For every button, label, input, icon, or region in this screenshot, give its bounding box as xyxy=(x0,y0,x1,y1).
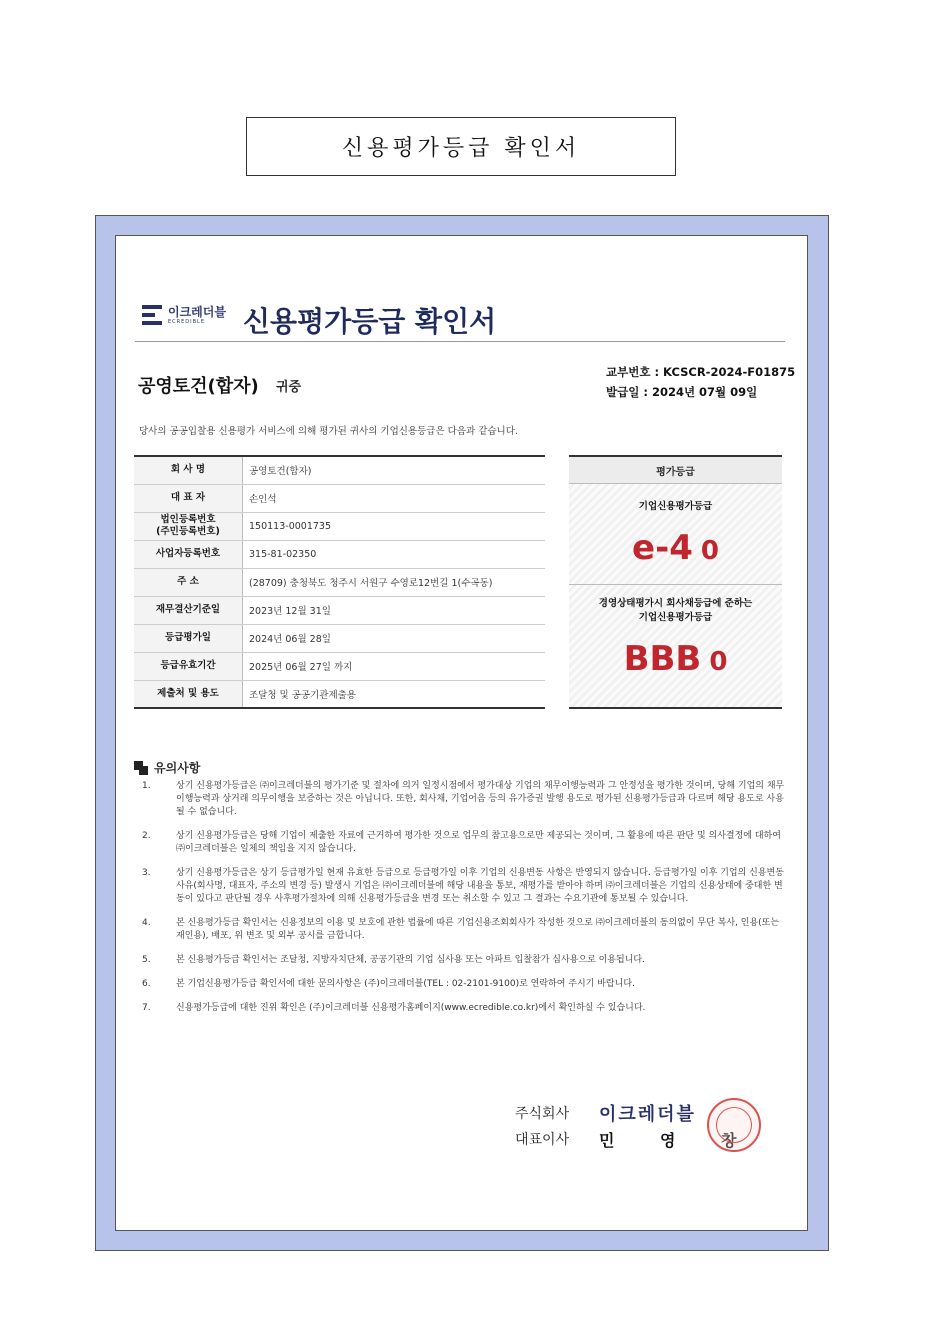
notice-title: 유의사항 xyxy=(154,761,201,775)
row-label: 재무결산기준일 xyxy=(134,596,243,624)
cash-grade-value: BBB xyxy=(623,639,702,679)
cash-grade xyxy=(569,639,782,679)
credit-grade-suffix: 0 xyxy=(700,536,719,566)
cash-grade-suffix: 0 xyxy=(709,647,728,677)
issue-number-value: KCSCR-2024-F01875 xyxy=(663,365,796,379)
list-item: 2. 상기 신용평가등급은 당해 기업이 제출한 자료에 근거하여 평가한 것으로 업무의 참고용으로만 제공되는 것이며, 그 활용에 따른 판단 및 의사결정에 대하여 ㈜이크레더블은 일체의 책임을 지지 않습니다. xyxy=(142,831,781,854)
notice-list xyxy=(140,780,785,1026)
row-value: 150113-0001735 xyxy=(243,512,546,540)
table-row xyxy=(134,540,545,568)
heading-divider xyxy=(135,341,785,342)
grade-panel-header: 평가등급 xyxy=(569,457,782,484)
row-label: 등급유효기간 xyxy=(134,652,243,680)
issue-info: 교부번호 : KCSCR-2024-F01875 발급일 : 2024년 07월 09일 xyxy=(606,365,796,399)
list-item: 4. 본 신용평가등급 확인서는 신용정보의 이용 및 보호에 관한 법률에 따른 기업신용조회회사가 작성한 것으로 ㈜이크레더블의 동의없이 무단 복사, 인용(또는 재인용), 배포, 위 변조 및 외부 공시를 금합니다. xyxy=(142,918,780,941)
row-value: 315-81-02350 xyxy=(243,540,546,568)
row-value: 공영토건(합자) xyxy=(243,456,546,484)
row-label: 주 소 xyxy=(134,568,243,596)
grade-divider xyxy=(569,584,782,585)
table-row xyxy=(134,568,545,596)
company-info-table xyxy=(134,455,545,709)
issue-number-label: 교부번호 xyxy=(606,365,651,379)
credit-grade-label: 기업신용평가등급 xyxy=(638,501,713,512)
cash-grade-label-line1: 경영상태평가시 회사채등급에 준하는 xyxy=(598,598,753,609)
ceo-role: 대표이사 xyxy=(515,1132,570,1148)
table-row xyxy=(134,512,545,540)
list-item: 5. 본 신용평가등급 확인서는 조달청, 지방자치단체, 공공기관의 기업 심사용 또는 아파트 입찰참가 심사용으로 이용됩니다. xyxy=(142,955,645,965)
logo-text-korean: 이크레더블 xyxy=(168,304,226,319)
cash-grade-label-line2: 기업신용평가등급 xyxy=(638,612,713,623)
intro-text: 당사의 공공입찰용 신용평가 서비스에 의해 평가된 귀사의 기업신용등급은 다음과 같습니다. xyxy=(139,426,518,437)
list-item: 6. 본 기업신용평가등급 확인서에 대한 문의사항은 (주)이크레더블(TEL : 02-2101-9100)로 연락하여 주시기 바랍니다. xyxy=(142,979,635,989)
ecredible-logo xyxy=(142,305,226,325)
credit-grade xyxy=(569,528,782,584)
row-label: 법인등록번호 (주민등록번호) xyxy=(134,512,243,540)
table-row xyxy=(134,652,545,680)
company-seal-icon xyxy=(707,1098,761,1152)
company-name: 이크레더블 xyxy=(599,1104,696,1125)
document-title-box xyxy=(246,117,676,176)
table-row xyxy=(134,624,545,652)
row-value: (28709) 충청북도 청주시 서원구 수영로12번길 1(수곡동) xyxy=(243,568,546,596)
recipient-name: 공영토건(합자) xyxy=(138,376,259,397)
notice-heading xyxy=(134,759,200,776)
company-role: 주식회사 xyxy=(515,1106,570,1122)
row-value: 2023년 12월 31일 xyxy=(243,596,546,624)
row-value: 2024년 06월 28일 xyxy=(243,624,546,652)
document-title: 신용평가등급 확인서 xyxy=(341,136,581,161)
ceo-name: 민 영 창 xyxy=(599,1130,757,1150)
table-row xyxy=(134,680,545,708)
row-value: 조달청 및 공공기관제출용 xyxy=(243,680,546,708)
logo-text-english: ECREDIBLE xyxy=(168,318,205,325)
row-value: 2025년 06월 27일 까지 xyxy=(243,652,546,680)
list-item: 3. 상기 신용평가등급은 상기 등급평가일 현재 유효한 등급으로 등급평가일 이후 기업의 신용변동 사항은 반영되지 않습니다. 등급평가일 이후 기업의 신용변동 사유(회사명, 대표자, 주소의 변경 등) 발생시 기업은 ㈜이크레더블에 해당 내용을 통보, 재평가를 받아야 하며 ㈜이크레더블은 기업의 신용상태에 중대한 변동이 있다고 판단될 경우 사후평가절차에 의해 신용평가등급을 변경 또는 취소할 수 있고 그 결과는 수요기관에 통보될 수 있습니다. xyxy=(142,868,784,904)
row-label: 사업자등록번호 xyxy=(134,540,243,568)
issue-date-value: 2024년 07월 09일 xyxy=(651,385,758,399)
certificate-heading: 신용평가등급 확인서 xyxy=(243,305,497,338)
grade-panel xyxy=(569,455,782,709)
credit-grade-value: e-4 xyxy=(632,528,693,568)
square-bullet-icon xyxy=(134,761,148,775)
row-value: 손인석 xyxy=(243,484,546,512)
table-row xyxy=(134,484,545,512)
row-label: 대 표 자 xyxy=(134,484,243,512)
table-row xyxy=(134,596,545,624)
row-label: 제출처 및 용도 xyxy=(134,680,243,708)
list-item: 7. 신용평가등급에 대한 진위 확인은 (주)이크레더블 신용평가홈페이지(www.ecredible.co.kr)에서 확인하실 수 있습니다. xyxy=(142,1003,646,1013)
list-item: 1. 상기 신용평가등급은 ㈜이크레더블의 평가기준 및 절차에 의거 일정시점에서 평가대상 기업의 채무이행능력과 그 안정성을 평가한 것이며, 당해 기업의 채무이행능력과 상거래 의무이행을 보증하는 것은 아닙니다. 또한, 회사채, 기업어음 등의 유가증권 발행 용도로 평가된 신용평가등급과 다르며 해당 용도로 사용될 수 없습니다. xyxy=(142,781,785,817)
cash-grade-label xyxy=(569,597,782,625)
logo-mark-icon xyxy=(142,305,162,325)
recipient-honorific: 귀중 xyxy=(276,380,302,395)
table-row xyxy=(134,456,545,484)
row-label: 등급평가일 xyxy=(134,624,243,652)
row-label: 회 사 명 xyxy=(134,456,243,484)
issue-date-label: 발급일 xyxy=(606,385,640,399)
